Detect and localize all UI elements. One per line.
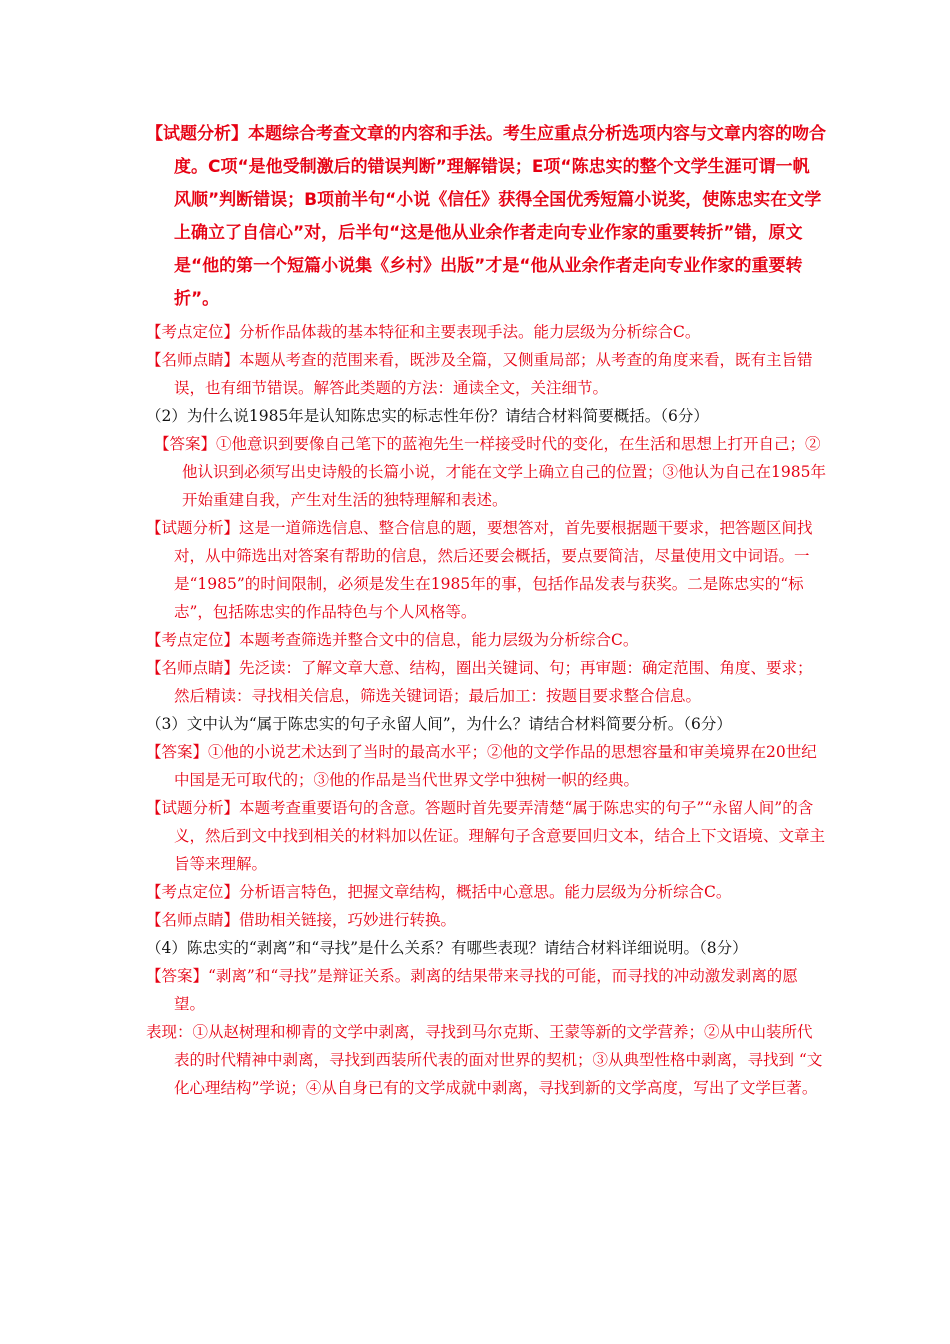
analysis-3: 【试题分析】本题考查重要语句的含意。答题时首先要弄清楚“属于陈忠实的句子”“永留人间”的含义，然后到文中找到相关的材料加以佐证。理解句子含意要回归文本，结合上下文语境、文章主旨等来理解。 [146, 799, 826, 873]
answer-3: 【答案】①他的小说艺术达到了当时的最高水平；②他的文学作品的思想容量和审美境界在20世纪中国是无可取代的；③他的作品是当代世界文学中独树一帜的经典。 [146, 743, 817, 789]
kaodian-2: 【考点定位】本题考查筛选并整合文中的信息，能力层级为分析综合C。 [146, 631, 639, 649]
kaodian-1: 【考点定位】分析作品体裁的基本特征和主要表现手法。能力层级为分析综合C。 [146, 323, 701, 341]
mingshi-2: 【名师点睛】先泛读：了解文章大意、结构，圈出关键词、句；再审题：确定范围、角度、要求；然后精读：寻找相关信息，筛选关键词语；最后加工：按题目要求整合信息。 [146, 659, 813, 705]
question-4: （4）陈忠实的“剥离”和“寻找”是什么关系？有哪些表现？请结合材料详细说明。（8分） [146, 939, 748, 957]
question-2: （2）为什么说1985年是认知陈忠实的标志性年份？请结合材料简要概括。（6分） [146, 407, 709, 425]
analysis-paragraph-1: 【试题分析】本题综合考查文章的内容和手法。考生应重点分析选项内容与文章内容的吻合度。C项“是他受制激后的错误判断”理解错误；E项“陈忠实的整个文学生涯可谓一帆风顺”判断错误；B项前半句“小说《信任》获得全国优秀短篇小说奖，使陈忠实在文学上确立了自信心”对，后半句“这是他从业余作者走向专业作家的重要转折”错，原文是“他的第一个短篇小说集《乡村》出版”才是“他从业余作者走向专业作家的重要转折”。 [146, 124, 826, 309]
analysis-2: 【试题分析】这是一道筛选信息、整合信息的题，要想答对，首先要根据题干要求，把答题区间找对，从中筛选出对答案有帮助的信息，然后还要会概括，要点要简洁，尽量使用文中词语。一是“1985”的时间限制，必须是发生在1985年的事，包括作品发表与获奖。二是陈忠实的“标志”，包括陈忠实的作品特色与个人风格等。 [146, 519, 813, 621]
mingshi-3: 【名师点睛】借助相关链接，巧妙进行转换。 [146, 911, 457, 929]
answer-4: 【答案】“剥离”和“寻找”是辩证关系。剥离的结果带来寻找的可能，而寻找的冲动激发剥离的愿望。 [146, 967, 798, 1013]
mingshi-1: 【名师点睛】本题从考查的范围来看，既涉及全篇，又侧重局部；从考查的角度来看，既有主旨错误，也有细节错误。解答此类题的方法：通读全文，关注细节。 [146, 351, 813, 397]
answer-2: 【答案】①他意识到要像自己笔下的蓝袍先生一样接受时代的变化，在生活和思想上打开自己；②他认识到必须写出史诗般的长篇小说，才能在文学上确立自己的位置；③他认为自己在1985年开始重建自我，产生对生活的独特理解和表述。 [154, 435, 826, 509]
kaodian-3: 【考点定位】分析语言特色，把握文章结构，概括中心意思。能力层级为分析综合C。 [146, 883, 732, 901]
performance-4: 表现：①从赵树理和柳青的文学中剥离，寻找到马尔克斯、王蒙等新的文学营养；②从中山装所代表的时代精神中剥离，寻找到西装所代表的面对世界的契机；③从典型性格中剥离，寻找到 “文化心理结构”学说；④从自身已有的文学成就中剥离，寻找到新的文学高度，写出了文学巨著。 [146, 1023, 823, 1097]
question-3: （3）文中认为“属于陈忠实的句子永留人间”，为什么？请结合材料简要分析。（6分） [146, 715, 732, 733]
document-body [146, 118, 826, 1102]
